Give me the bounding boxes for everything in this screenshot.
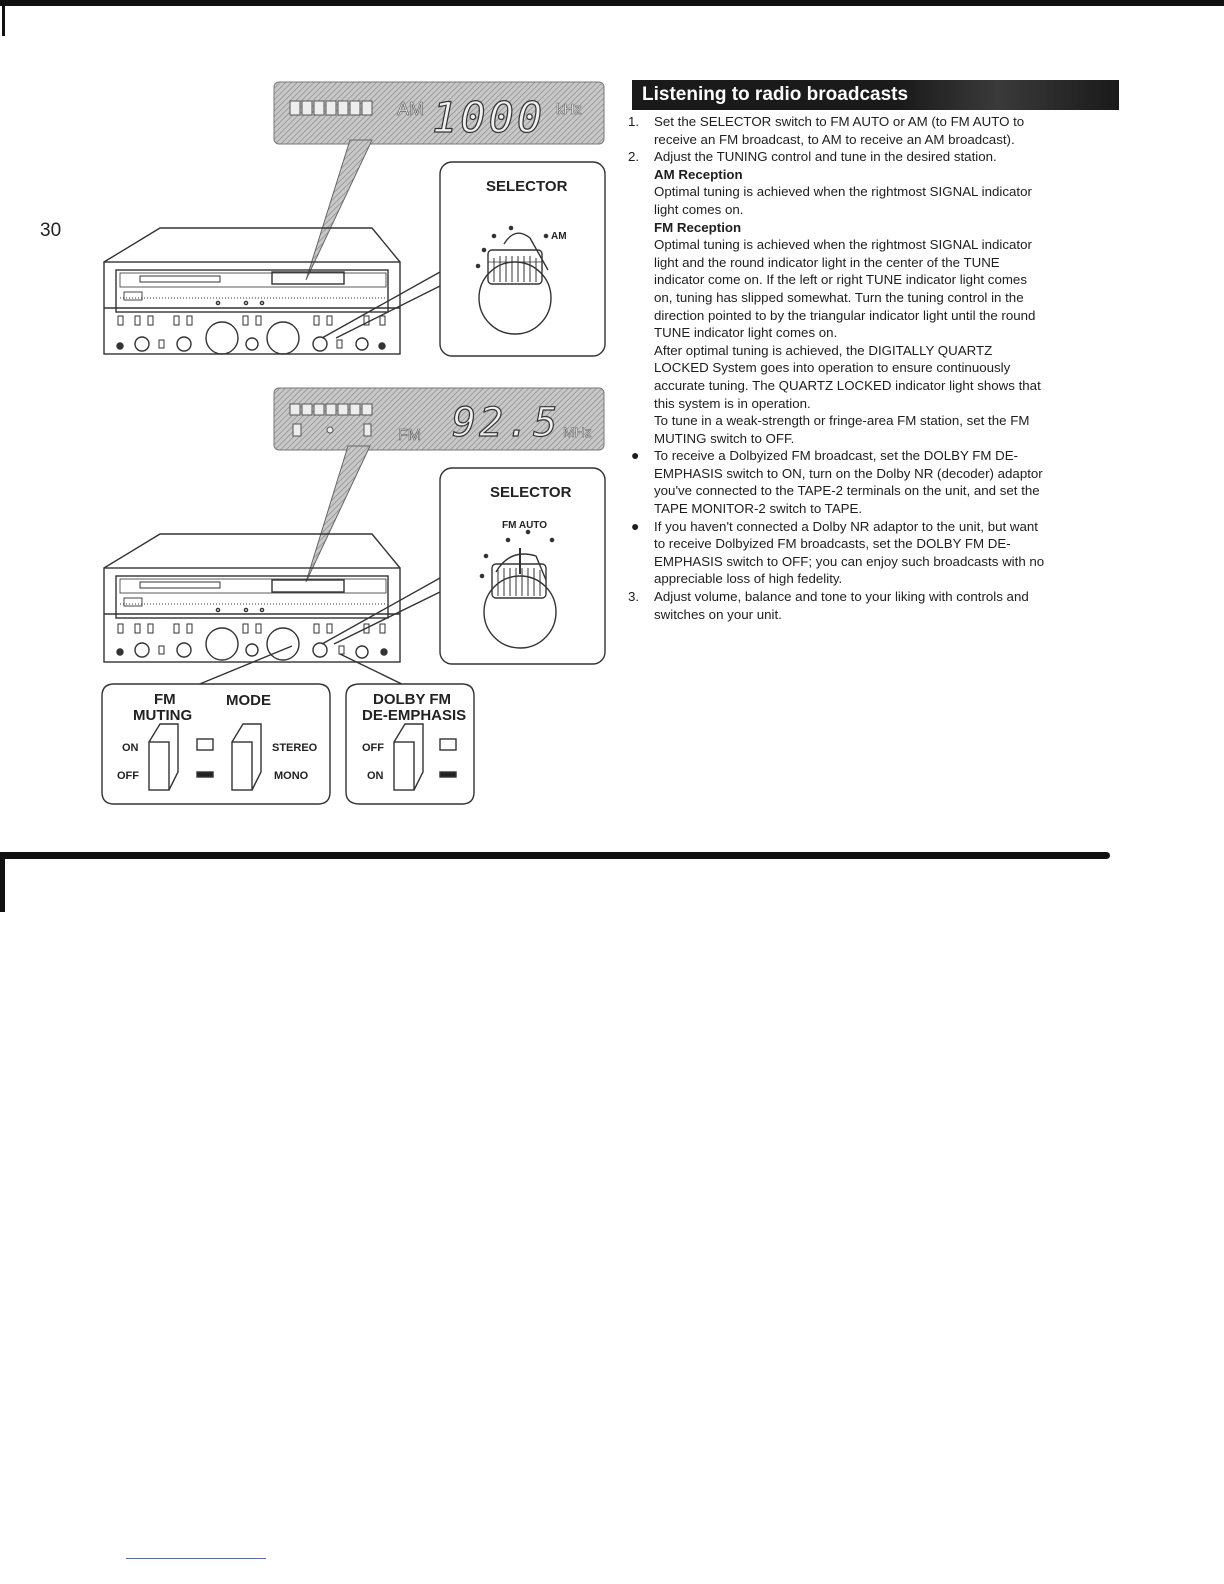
step-2	[628, 148, 1118, 166]
step-number: 3.	[628, 589, 640, 605]
paragraph-line: you've connected to the TAPE-2 terminals on the unit, and set the	[654, 483, 1040, 499]
bullet-text: If you haven't connected a Dolby NR adaptor to the unit, but want	[654, 518, 1038, 534]
step-text: Set the SELECTOR switch to FM AUTO or AM (to FM AUTO to	[654, 114, 1025, 129]
fm-selector-label: SELECTOR	[490, 484, 572, 501]
paragraph-line: light comes on.	[654, 201, 744, 217]
muting-off-label: OFF	[117, 770, 139, 782]
step-number: 2.	[628, 149, 640, 165]
paragraph-line: TUNE indicator light comes on.	[654, 325, 838, 341]
fm-display-band: FM	[398, 427, 422, 444]
mode-mono-label: MONO	[274, 770, 309, 782]
paragraph-line: this system is in operation.	[654, 395, 811, 411]
paragraph-line: on, tuning has slipped somewhat. Turn the tuning control in the	[654, 289, 1024, 305]
paragraph-line: After optimal tuning is achieved, the DIGITALLY QUARTZ	[654, 342, 993, 358]
dolby-title-2: DE-EMPHASIS	[362, 707, 467, 724]
muting-on-label: ON	[122, 742, 139, 754]
paragraph-line: MUTING switch to OFF.	[654, 430, 795, 446]
paragraph-line: direction pointed to by the triangular indicator light until the round	[654, 307, 1036, 323]
paragraph-line: Optimal tuning is achieved when the rightmost SIGNAL indicator	[654, 184, 1032, 200]
paragraph-line: Optimal tuning is achieved when the rightmost SIGNAL indicator	[654, 237, 1032, 253]
fm-reception-heading: FM Reception	[654, 219, 742, 235]
step-text: Adjust the TUNING control and tune in the desired station.	[654, 149, 997, 165]
mode-label: MODE	[226, 692, 271, 709]
fm-selector-position: FM AUTO	[502, 520, 547, 531]
paragraph-line: accurate tuning. The QUARTZ LOCKED indicator light shows that	[654, 377, 1041, 393]
paragraph-line: EMPHASIS switch to OFF; you can enjoy such broadcasts with no	[654, 553, 1045, 569]
instructions	[628, 113, 1118, 623]
bullet-icon: ●	[631, 517, 640, 534]
paragraph-line: light and the round indicator light in the center of the TUNE	[654, 254, 1000, 270]
page-number: 30	[40, 220, 62, 241]
fm-display-digits: 92.5	[452, 400, 561, 446]
bottom-rule-edge	[0, 852, 5, 912]
am-display-digits: 1000	[432, 93, 546, 142]
fm-receiver-unit	[104, 534, 410, 688]
paragraph-line: TAPE MONITOR-2 switch to TAPE.	[654, 501, 863, 517]
am-receiver-unit	[104, 228, 400, 354]
bullet-icon: ●	[631, 447, 640, 464]
paragraph-line: switches on your unit.	[654, 606, 782, 622]
bottom-rule	[0, 852, 1110, 859]
paragraph-line: LOCKED System goes into operation to ensure continuously	[654, 360, 1011, 376]
paragraph-line: appreciable loss of high fedelity.	[654, 571, 843, 587]
dolby-off-label: OFF	[362, 742, 384, 754]
paragraph-line: To tune in a weak-strength or fringe-area FM station, set the FM	[654, 413, 1030, 429]
am-display-unit: kHz	[556, 101, 582, 118]
step-1	[628, 113, 1118, 131]
dolby-on-label: ON	[367, 770, 384, 782]
am-display-band: AM	[397, 99, 424, 119]
bullet-item	[628, 447, 1118, 465]
mode-stereo-label: STEREO	[272, 742, 318, 754]
am-selector-position: AM	[551, 231, 567, 242]
paragraph-line: indicator come on. If the left or right TUNE indicator light comes	[654, 272, 1027, 288]
paragraph-line: to receive Dolbyized FM broadcasts, set the DOLBY FM DE-	[654, 536, 1011, 552]
fm-display-unit: MHz	[563, 424, 592, 440]
step-text: Adjust volume, balance and tone to your liking with controls and	[654, 589, 1029, 605]
paragraph-line: EMPHASIS switch to ON, turn on the Dolby NR (decoder) adaptor	[654, 465, 1043, 481]
dolby-title-1: DOLBY FM	[373, 691, 452, 708]
bullet-text: To receive a Dolbyized FM broadcast, set the DOLBY FM DE-	[654, 448, 1019, 464]
step-text: receive an FM broadcast, to AM to receive an AM broadcast).	[654, 131, 1015, 147]
section-title: Listening to radio broadcasts	[632, 80, 1119, 110]
footer-line	[126, 1558, 266, 1559]
fm-label: FM	[154, 691, 176, 708]
am-reception-heading: AM Reception	[654, 166, 743, 182]
bullet-item	[628, 518, 1118, 536]
muting-label: MUTING	[133, 707, 193, 724]
receiver-illustration	[0, 0, 620, 820]
am-selector-label: SELECTOR	[486, 178, 568, 195]
step-3	[628, 588, 1118, 606]
step-number: 1.	[628, 114, 640, 129]
